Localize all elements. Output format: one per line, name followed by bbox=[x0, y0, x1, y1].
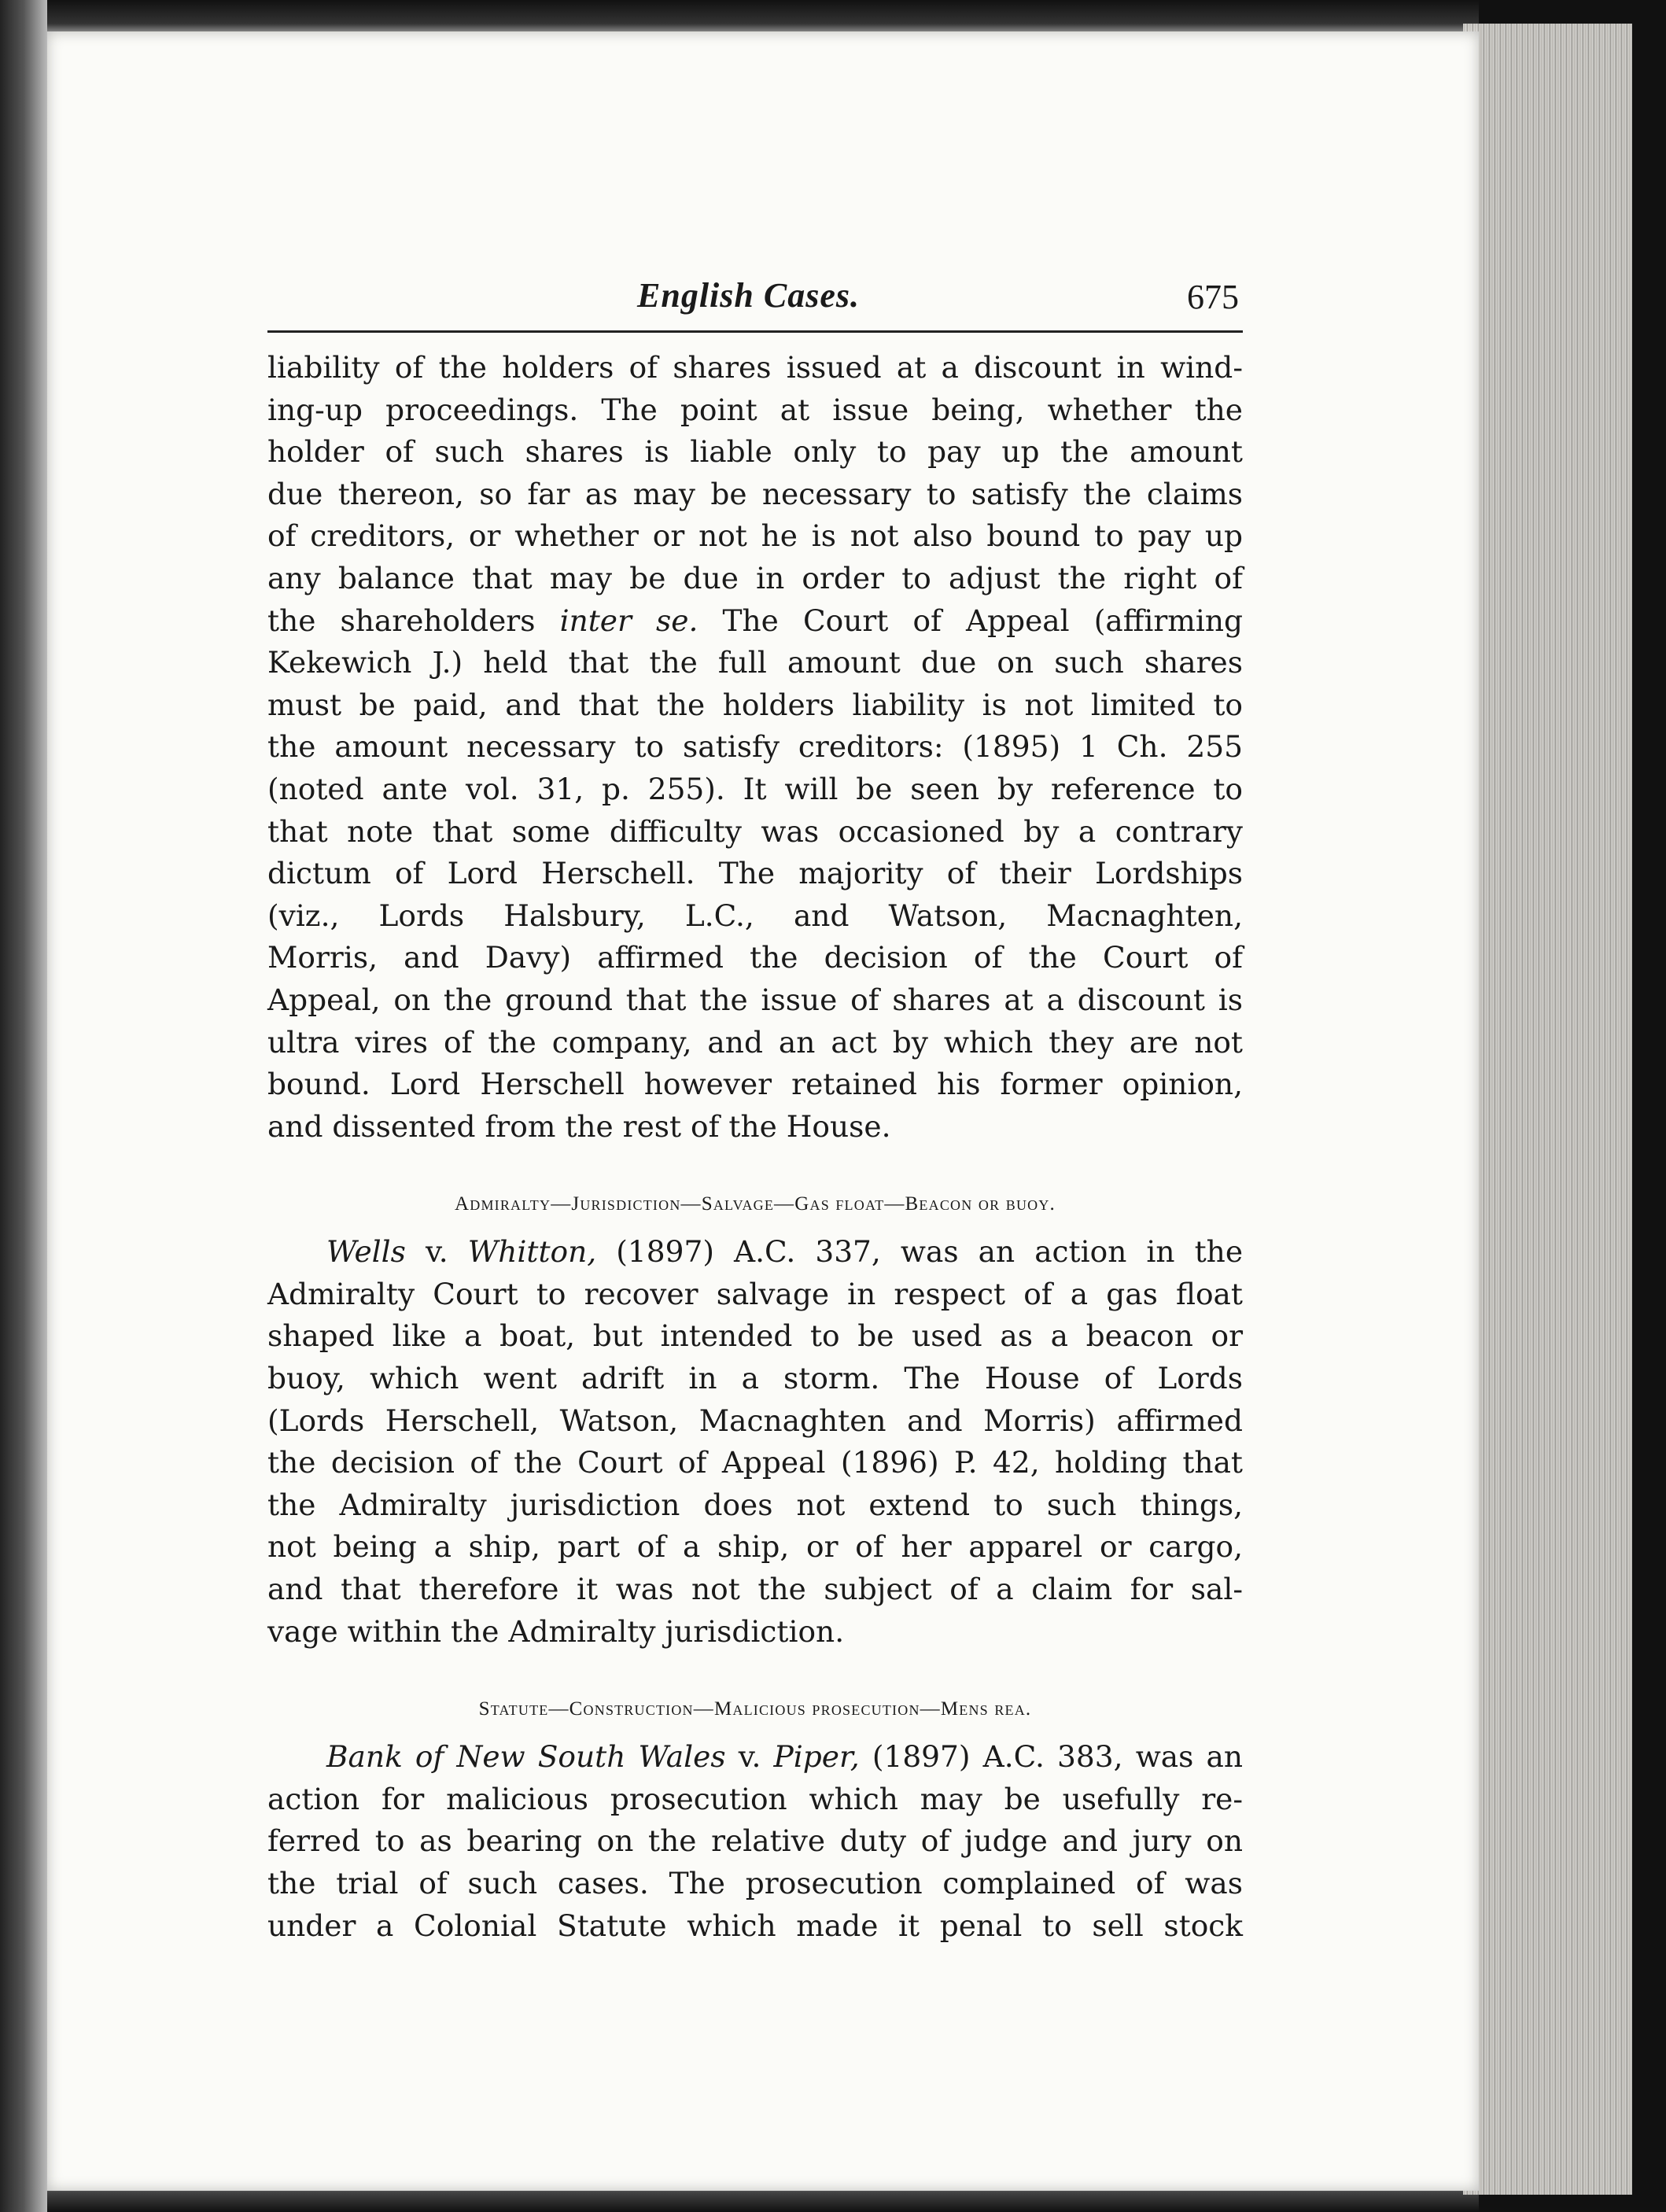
text-line: Bank of New South Wales v. Piper, (1897) A.C. 383, was an bbox=[326, 1739, 1244, 1775]
case-name: Wells bbox=[326, 1234, 406, 1270]
text-line: liability of the holders of shares issued at a discount in wind- bbox=[267, 350, 1243, 385]
paragraph-wells-v-whitton bbox=[267, 1231, 1243, 1653]
text-line: Wells v. Whitton, (1897) A.C. 337, was an action in the bbox=[326, 1234, 1244, 1270]
text-line: the amount necessary to satisfy creditors: (1895) 1 Ch. 255 bbox=[267, 729, 1243, 765]
text-line: ultra vires of the company, and an act by which they are not bbox=[267, 1024, 1243, 1060]
page-text bbox=[267, 267, 1243, 1947]
text-line: that note that some difficulty was occasioned by a contrary bbox=[267, 813, 1243, 849]
text-line: ferred to as bearing on the relative duty of judge and jury on bbox=[267, 1823, 1243, 1859]
section-heading-statute: Statute—Construction—Malicious prosecution—Mens rea. bbox=[478, 1698, 1032, 1720]
text-line: shaped like a boat, but intended to be used as a beacon or bbox=[267, 1318, 1243, 1354]
text-line: any balance that may be due in order to adjust the right of bbox=[267, 560, 1243, 595]
text-line: dictum of Lord Herschell. The majority of their Lordships bbox=[267, 856, 1243, 891]
text-line: Admiralty Court to recover salvage in respect of a gas float bbox=[267, 1276, 1243, 1311]
text-line: (viz., Lords Halsbury, L.C., and Watson, Macnaghten, bbox=[267, 898, 1243, 933]
text-line: Morris, and Davy) affirmed the decision of the Court of bbox=[267, 940, 1243, 975]
page-stack-edge bbox=[1463, 24, 1632, 2195]
text-line: buoy, which went adrift in a storm. The House of Lords bbox=[267, 1361, 1243, 1396]
page-number: 675 bbox=[1187, 278, 1239, 316]
section-heading-admiralty: Admiralty—Jurisdiction—Salvage—Gas float—Beacon or buoy. bbox=[455, 1193, 1056, 1215]
running-header bbox=[267, 267, 1243, 333]
text-line: not being a ship, part of a ship, or of her apparel or cargo, bbox=[267, 1529, 1243, 1565]
text-line: under a Colonial Statute which made it penal to sell stock bbox=[267, 1908, 1243, 1943]
text-line: (noted ante vol. 31, p. 255). It will be seen by reference to bbox=[267, 771, 1243, 806]
text-line: Appeal, on the ground that the issue of shares at a discount is bbox=[267, 982, 1243, 1017]
text-line: the trial of such cases. The prosecution complained of was bbox=[267, 1866, 1243, 1900]
text-line: Kekewich J.) held that the full amount due on such shares bbox=[267, 645, 1243, 680]
case-name: Whitton, bbox=[467, 1234, 597, 1270]
case-name: Bank of New South Wales bbox=[326, 1739, 726, 1775]
text-line: the shareholders inter se. The Court of Appeal (affirming bbox=[267, 603, 1244, 638]
book-gutter-shadow bbox=[0, 0, 47, 2212]
case-name: Piper, bbox=[773, 1739, 860, 1775]
text-line: (Lords Herschell, Watson, Macnaghten and Morris) affirmed bbox=[267, 1403, 1243, 1438]
text-line: the decision of the Court of Appeal (1896) P. 42, holding that bbox=[267, 1445, 1243, 1480]
text-line: vage within the Admiralty jurisdiction. bbox=[267, 1613, 845, 1649]
paragraph-continuation bbox=[267, 347, 1243, 1148]
text-line: holder of such shares is liable only to pay up the amount bbox=[267, 434, 1243, 470]
text-line: must be paid, and that the holders liability is not limited to bbox=[267, 687, 1243, 722]
paragraph-bank-v-piper bbox=[267, 1736, 1243, 1947]
text-line: of creditors, or whether or not he is not also bound to pay up bbox=[267, 518, 1243, 554]
text-line: due thereon, so far as may be necessary to satisfy the claims bbox=[267, 476, 1243, 511]
text-line: ing-up proceedings. The point at issue being, whether the bbox=[267, 392, 1243, 427]
text-line: bound. Lord Herschell however retained his former opinion, bbox=[267, 1067, 1243, 1102]
text-line: action for malicious prosecution which may be usefully re- bbox=[267, 1781, 1243, 1816]
text-line: the Admiralty jurisdiction does not extend to such things, bbox=[267, 1487, 1243, 1522]
text-line: and dissented from the rest of the House. bbox=[267, 1108, 891, 1144]
running-title: English Cases. bbox=[637, 276, 860, 315]
latin-phrase: inter se. bbox=[559, 603, 698, 638]
text-line: and that therefore it was not the subject of a claim for sal- bbox=[267, 1572, 1243, 1607]
